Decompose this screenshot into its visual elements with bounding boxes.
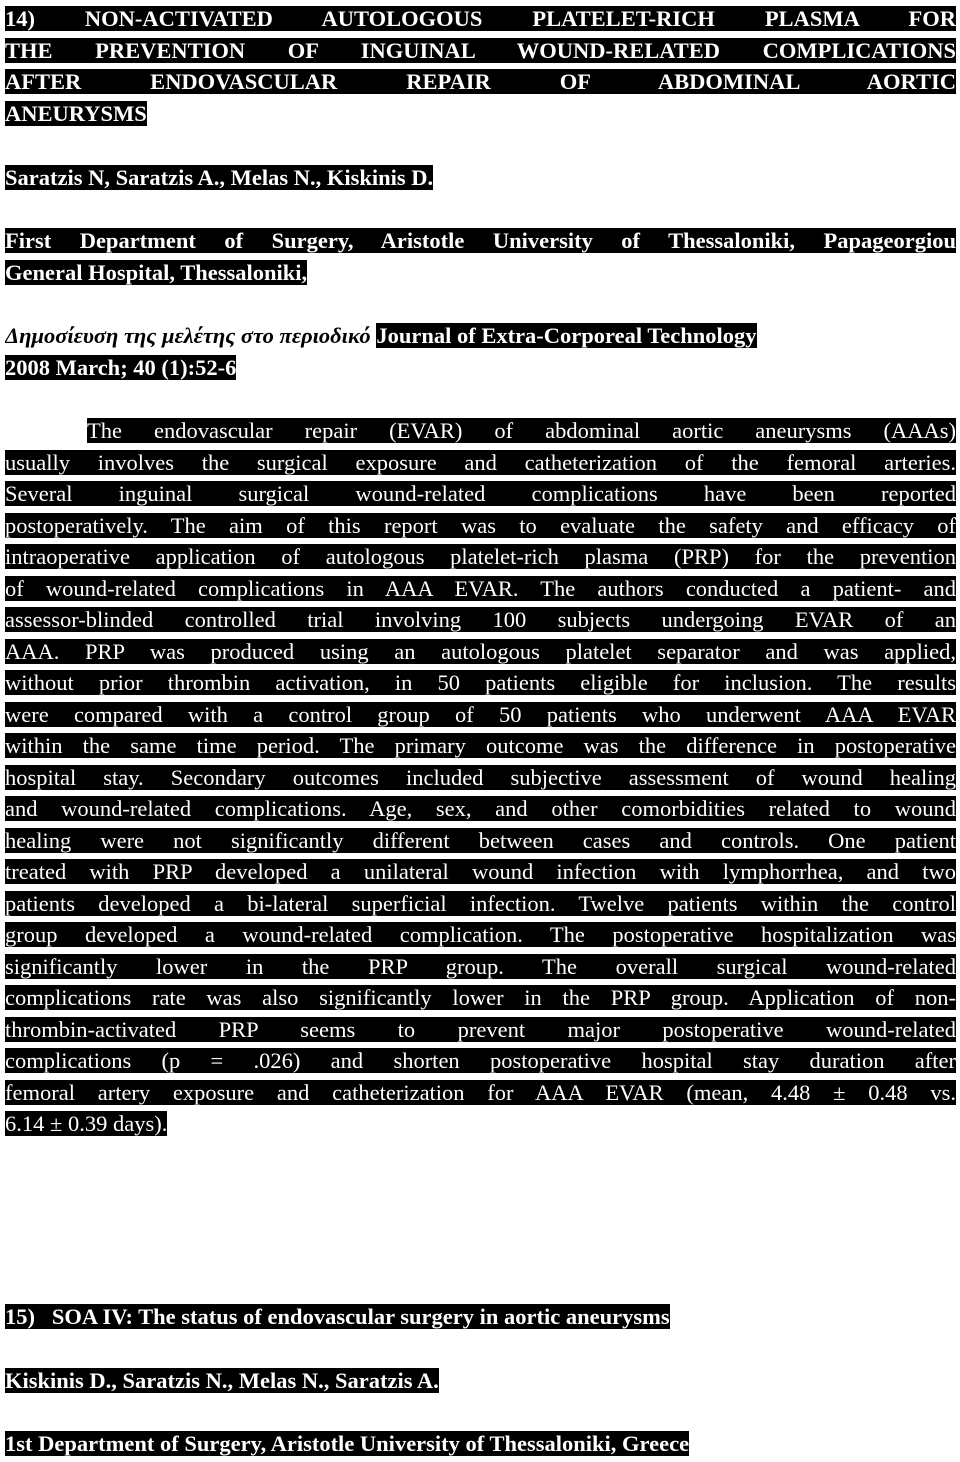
abstract-line: without prior thrombin activation, in 50 patients eligible for inclusion. The results <box>5 670 956 695</box>
citation: 2008 March; 40 (1):52-6 <box>5 354 237 380</box>
article-15-authors <box>5 1365 956 1397</box>
abstract-line: within the same time period. The primary outcome was the difference in postoperative <box>5 733 956 758</box>
article-14-title <box>5 3 956 129</box>
abstract-line: complications rate was also significantly lower in the PRP group. Application of non- <box>5 985 956 1010</box>
article-14-abstract <box>5 415 956 1140</box>
abstract-line: patients developed a bi-lateral superficial infection. Twelve patients within the control <box>5 890 956 916</box>
authors: Kiskinis D., Saratzis N., Melas N., Saratzis A. <box>5 1368 439 1393</box>
abstract-line: AAA. PRP was produced using an autologous platelet separator and was applied, <box>5 638 956 664</box>
affiliation-line: First Department of Surgery, Aristotle University of Thessaloniki, Papageorgiou <box>5 228 956 253</box>
article-15-title <box>5 1301 956 1333</box>
article-14-publication <box>5 320 956 383</box>
abstract-line: complications (p = .026) and shorten postoperative hospital stay duration after <box>5 1048 956 1073</box>
abstract-line: intraoperative application of autologous platelet-rich plasma (PRP) for the prevention <box>5 544 956 569</box>
abstract-line: assessor-blinded controlled trial involving 100 subjects undergoing EVAR of an <box>5 607 956 632</box>
abstract-line: treated with PRP developed a unilateral wound infection with lymphorrhea, and two <box>5 859 956 884</box>
abstract-line: Several inguinal surgical wound-related complications have been reported <box>5 481 956 506</box>
abstract-line: hospital stay. Secondary outcomes included subjective assessment of wound healing <box>5 764 956 790</box>
article-15-affiliation <box>5 1428 956 1460</box>
affiliation: 1st Department of Surgery, Aristotle University of Thessaloniki, Greece <box>5 1431 690 1456</box>
title-line: ANEURYSMS <box>5 100 147 126</box>
abstract-line: femoral artery exposure and catheterization for AAA EVAR (mean, 4.48 ± 0.48 vs. <box>5 1079 956 1105</box>
abstract-line: of wound-related complications in AAA EVAR. The authors conducted a patient- and <box>5 575 956 601</box>
affiliation-line: General Hospital, Thessaloniki, <box>5 259 308 285</box>
title-line: 14) NON-ACTIVATED AUTOLOGOUS PLATELET-RICH PLASMA FOR <box>5 6 956 31</box>
abstract-line: thrombin-activated PRP seems to prevent major postoperative wound-related <box>5 1016 956 1042</box>
publication-prefix: Δημοσίευση της μελέτης στο περιοδικό <box>5 323 371 348</box>
abstract-line: significantly lower in the PRP group. The overall surgical wound-related <box>5 953 956 979</box>
title-line: THE PREVENTION OF INGUINAL WOUND-RELATED COMPLICATIONS <box>5 37 956 63</box>
abstract-line: were compared with a control group of 50 patients who underwent AAA EVAR <box>5 701 956 727</box>
title-line: AFTER ENDOVASCULAR REPAIR OF ABDOMINAL AORTIC <box>5 69 956 94</box>
abstract-line: The endovascular repair (EVAR) of abdominal aortic aneurysms (AAAs) <box>87 418 956 443</box>
article-14-affiliation <box>5 225 956 288</box>
abstract-line: group developed a wound-related complication. The postoperative hospitalization was <box>5 922 956 947</box>
abstract-line: and wound-related complications. Age, sex, and other comorbidities related to wound <box>5 796 956 821</box>
authors: Saratzis N, Saratzis A., Melas N., Kiskinis D. <box>5 165 434 190</box>
abstract-line: usually involves the surgical exposure and catheterization of the femoral arteries. <box>5 449 956 475</box>
journal-name: Journal of Extra-Corporeal Technology <box>376 323 757 348</box>
abstract-line: 6.14 ± 0.39 days). <box>5 1111 168 1136</box>
abstract-line: postoperatively. The aim of this report was to evaluate the safety and efficacy of <box>5 512 956 538</box>
article-14-authors <box>5 162 956 194</box>
title: 15) SOA IV: The status of endovascular surgery in aortic aneurysms <box>5 1304 670 1329</box>
abstract-line: healing were not significantly different between cases and controls. One patient <box>5 827 956 853</box>
